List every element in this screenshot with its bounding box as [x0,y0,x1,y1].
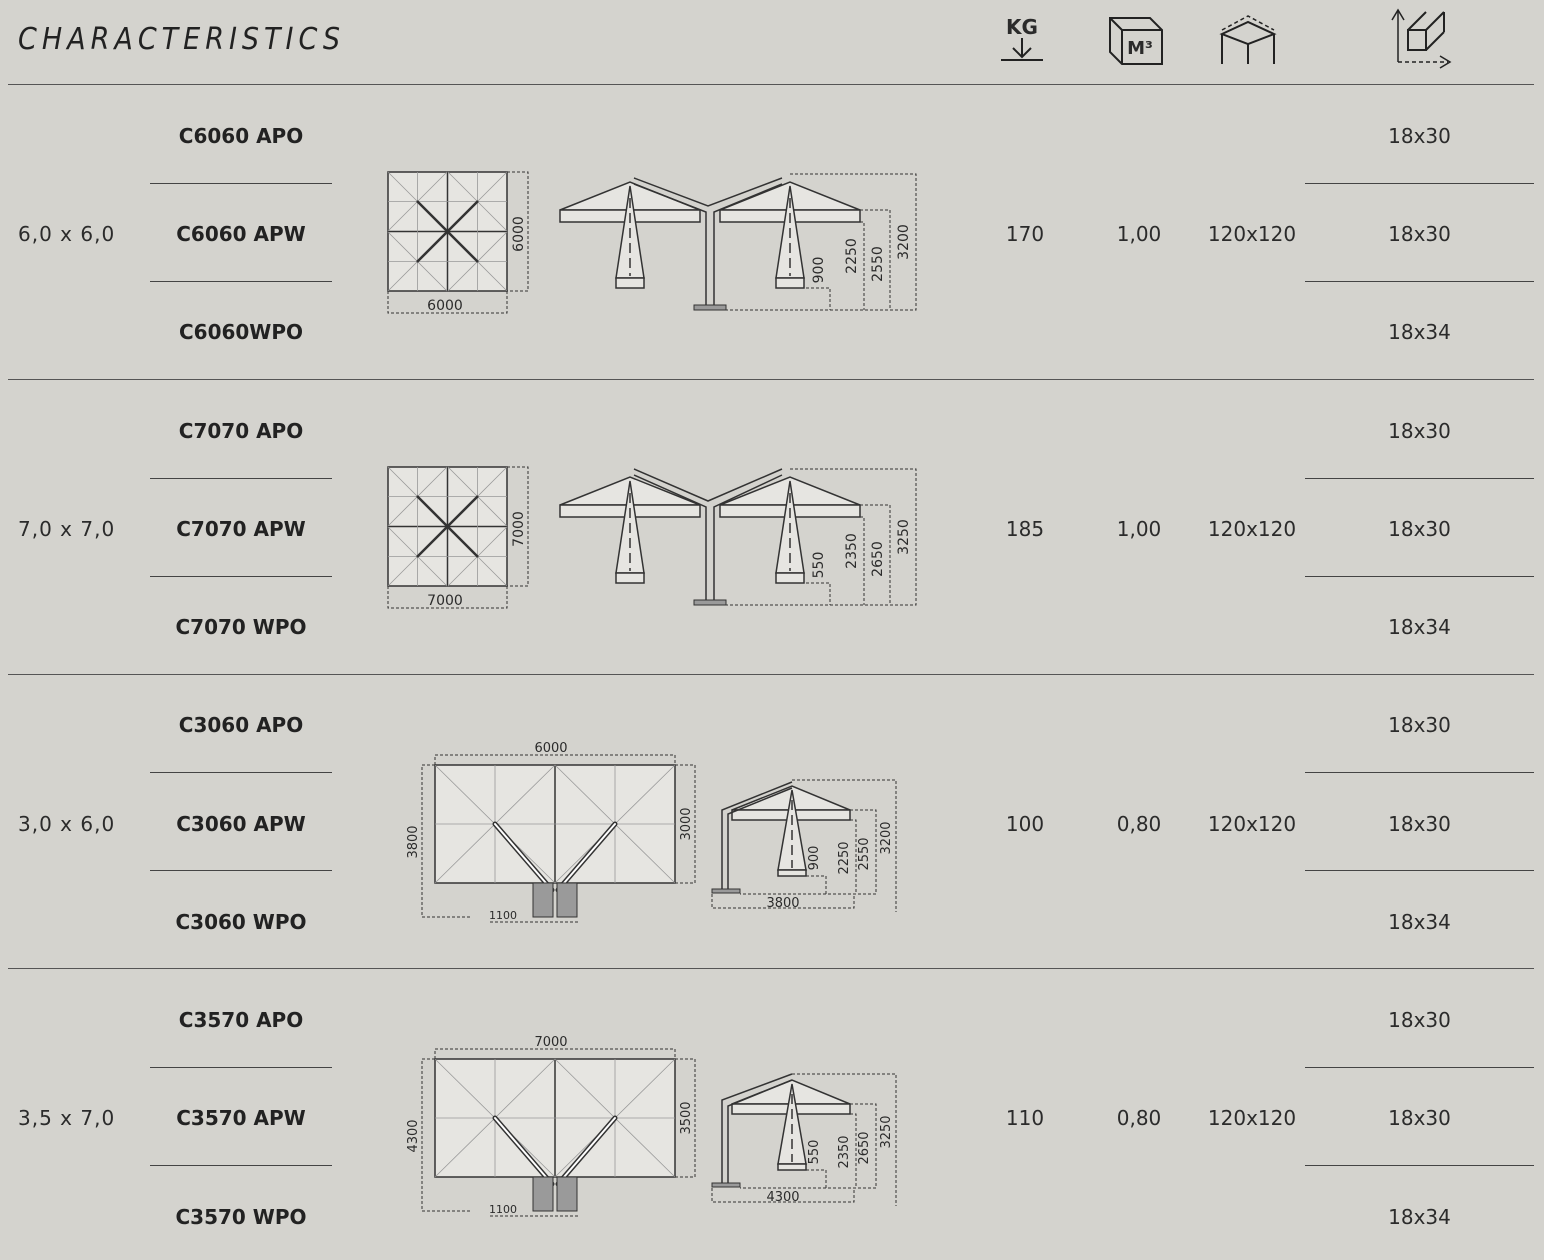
dimension-label: 3800 [406,825,421,859]
model-divider [150,772,332,773]
model-divider [150,478,332,479]
base-value: 18x30 [1388,124,1451,148]
header-rule [8,84,1534,85]
base-value: 18x30 [1388,1106,1451,1130]
dimension-label: 4300 [406,1119,421,1153]
volume-m3-icon [1106,12,1166,68]
dimension-label: 2650 [870,541,886,577]
weight-value: 170 [1005,222,1045,246]
base-value: 18x30 [1388,222,1451,246]
dimension-label: 2350 [844,533,860,569]
weight-value: 185 [1005,517,1045,541]
base-value: 18x30 [1388,713,1451,737]
model-divider [150,183,332,184]
model-divider [150,281,332,282]
row-divider [8,968,1534,969]
model-code: C6060WPO [178,320,304,344]
volume-value: 1,00 [1116,517,1162,541]
model-code: C6060 APW [176,222,306,246]
dimension-label: 3200 [896,224,912,260]
base-divider [1305,772,1534,773]
model-divider [150,1165,332,1166]
dimension-label: 3000 [679,807,694,841]
dimension-label: 6000 [534,741,568,756]
plan-view-diagram [400,1032,700,1222]
dimension-label: 4300 [766,1190,800,1205]
plan-view-diagram [400,738,700,928]
dimension-label: 6000 [511,216,527,252]
base-value: 18x34 [1388,320,1451,344]
model-divider [150,1067,332,1068]
dimension-label: 550 [811,551,827,579]
page-title: CHARACTERISTICS [18,22,346,57]
volume-value: 0,80 [1116,812,1162,836]
dimension-label: 6000 [427,298,463,314]
row-divider [8,379,1534,380]
dimension-label: 7000 [534,1035,568,1050]
footprint-value: 120x120 [1207,517,1297,541]
model-code: C3060 APO [178,713,304,737]
dimension-label: 3500 [679,1101,694,1135]
footprint-value: 120x120 [1207,1106,1297,1130]
dimension-label: 3200 [879,821,894,855]
base-divider [1305,576,1534,577]
canopy-size: 6,0 x 6,0 [18,222,116,246]
model-code: C3570 APW [176,1106,306,1130]
base-value: 18x30 [1388,812,1451,836]
canopy-size: 3,0 x 6,0 [18,812,116,836]
base-value: 18x34 [1388,1205,1451,1229]
dimension-label: 1100 [489,909,517,922]
elevation-diagram [706,772,906,912]
base-footprint-icon [1216,10,1280,68]
weight-kg-icon [998,12,1048,66]
model-code: C3060 WPO [175,910,307,934]
dimension-label: 900 [807,845,822,871]
elevation-diagram [706,1066,906,1206]
model-code: C3570 APO [178,1008,304,1032]
model-code: C6060 APO [178,124,304,148]
dimension-label: 7000 [427,593,463,609]
model-divider [150,870,332,871]
dimension-label: 3250 [879,1115,894,1149]
kg-label: KG [1006,15,1038,39]
base-value: 18x30 [1388,419,1451,443]
dimension-label: 2550 [870,246,886,282]
dimension-label: 1100 [489,1203,517,1216]
base-value: 18x30 [1388,517,1451,541]
dimension-label: 2350 [837,1135,852,1169]
model-code: C7070 APW [176,517,306,541]
canopy-size: 7,0 x 7,0 [18,517,116,541]
model-code: C3570 WPO [175,1205,307,1229]
volume-value: 0,80 [1116,1106,1162,1130]
base-divider [1305,870,1534,871]
weight-value: 100 [1005,812,1045,836]
dimension-label: 3800 [766,896,800,911]
base-value: 18x30 [1388,1008,1451,1032]
model-code: C7070 WPO [175,615,307,639]
base-value: 18x34 [1388,910,1451,934]
elevation-diagram [556,168,926,316]
base-divider [1305,1067,1534,1068]
m3-label: M³ [1127,38,1153,59]
dimension-label: 3250 [896,519,912,555]
plan-view-diagram [384,168,534,320]
canopy-size: 3,5 x 7,0 [18,1106,116,1130]
dimension-label: 2550 [857,837,872,871]
base-divider [1305,281,1534,282]
model-divider [150,576,332,577]
elevation-diagram [556,463,926,611]
dimension-label: 900 [811,256,827,284]
plan-view-diagram [384,463,534,615]
row-divider [8,674,1534,675]
base-divider [1305,1165,1534,1166]
dimension-label: 7000 [511,511,527,547]
model-code: C3060 APW [176,812,306,836]
base-dimensions-icon [1386,6,1456,70]
dimension-label: 2650 [857,1131,872,1165]
volume-value: 1,00 [1116,222,1162,246]
base-value: 18x34 [1388,615,1451,639]
dimension-label: 2250 [844,238,860,274]
model-code: C7070 APO [178,419,304,443]
dimension-label: 550 [807,1139,822,1165]
weight-value: 110 [1005,1106,1045,1130]
dimension-label: 2250 [837,841,852,875]
base-divider [1305,183,1534,184]
footprint-value: 120x120 [1207,222,1297,246]
base-divider [1305,478,1534,479]
footprint-value: 120x120 [1207,812,1297,836]
